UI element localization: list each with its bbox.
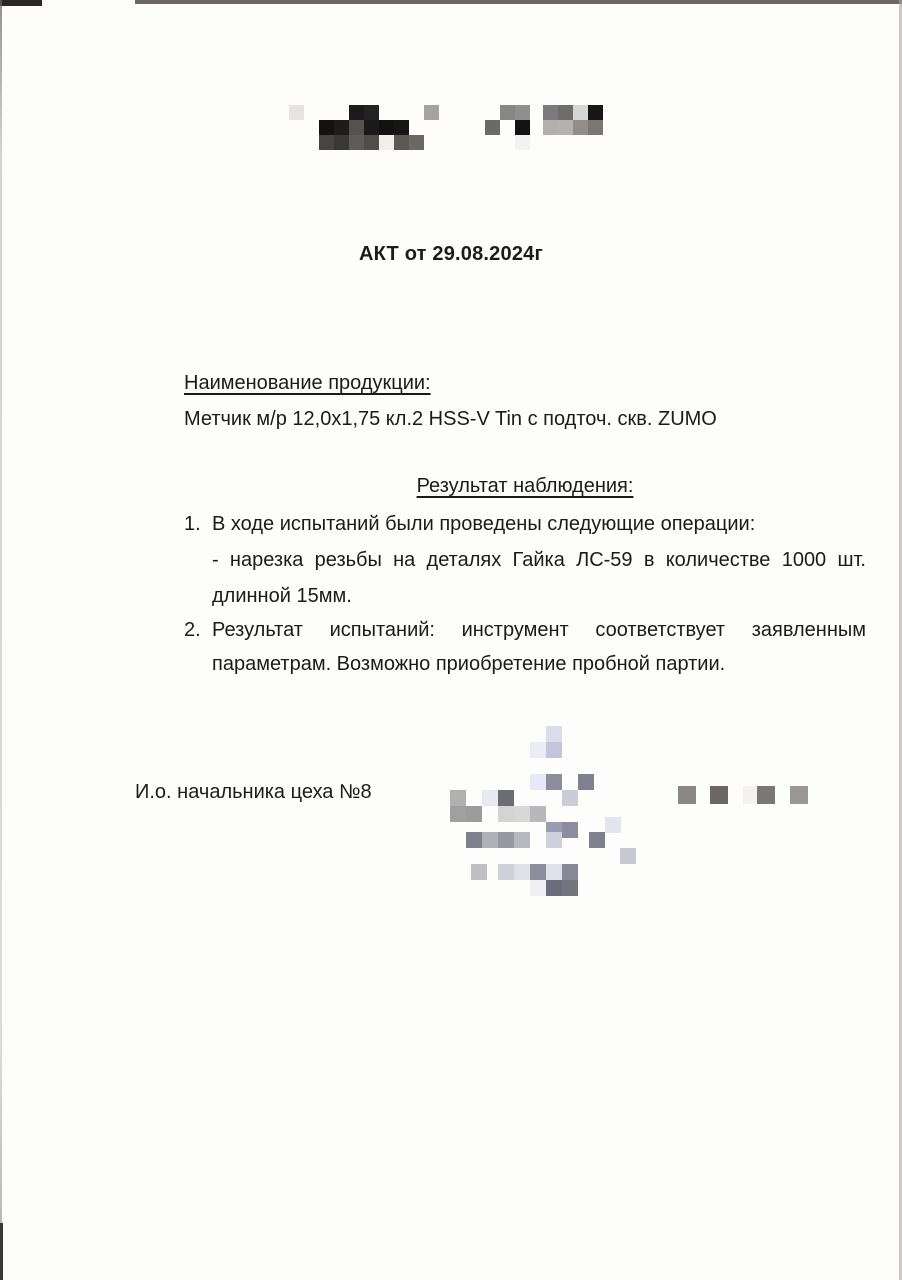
list-item-2-number: 2. [184, 619, 201, 641]
results-section-heading-text: Результат наблюдения: [416, 475, 634, 497]
list-item-2-line-2: параметрам. Возможно приобретение пробной партии. [212, 653, 726, 675]
product-name-value: Метчик м/р 12,0х1,75 кл.2 HSS-V Tin с подточ. скв. ZUMO [184, 408, 717, 430]
scan-edge-left-line [0, 0, 2, 1280]
scan-edge-bottom-left [0, 1223, 3, 1280]
redacted-signature-stamp [448, 712, 643, 907]
scan-edge-top-left [0, 0, 42, 6]
list-item-1-line-3: длинной 15мм. [212, 585, 352, 607]
document-title: АКТ от 29.08.2024г [358, 243, 544, 265]
results-section-heading [184, 473, 866, 499]
redacted-signatory-name [675, 783, 810, 807]
list-item-1-line-1: В ходе испытаний были проведены следующие операции: [212, 513, 756, 535]
list-item-2-line-1: Результат испытаний: инструмент соответствует заявленным [212, 619, 866, 641]
signatory-title-label: И.о. начальника цеха №8 [135, 781, 372, 803]
product-section-heading: Наименование продукции: [184, 372, 431, 394]
redacted-letterhead-logo [285, 100, 605, 155]
list-item-1-number: 1. [184, 513, 201, 535]
list-item-1-line-2: - нарезка резьбы на деталях Гайка ЛС-59 в количестве 1000 шт. [212, 549, 866, 571]
scan-edge-top-line [135, 0, 902, 4]
